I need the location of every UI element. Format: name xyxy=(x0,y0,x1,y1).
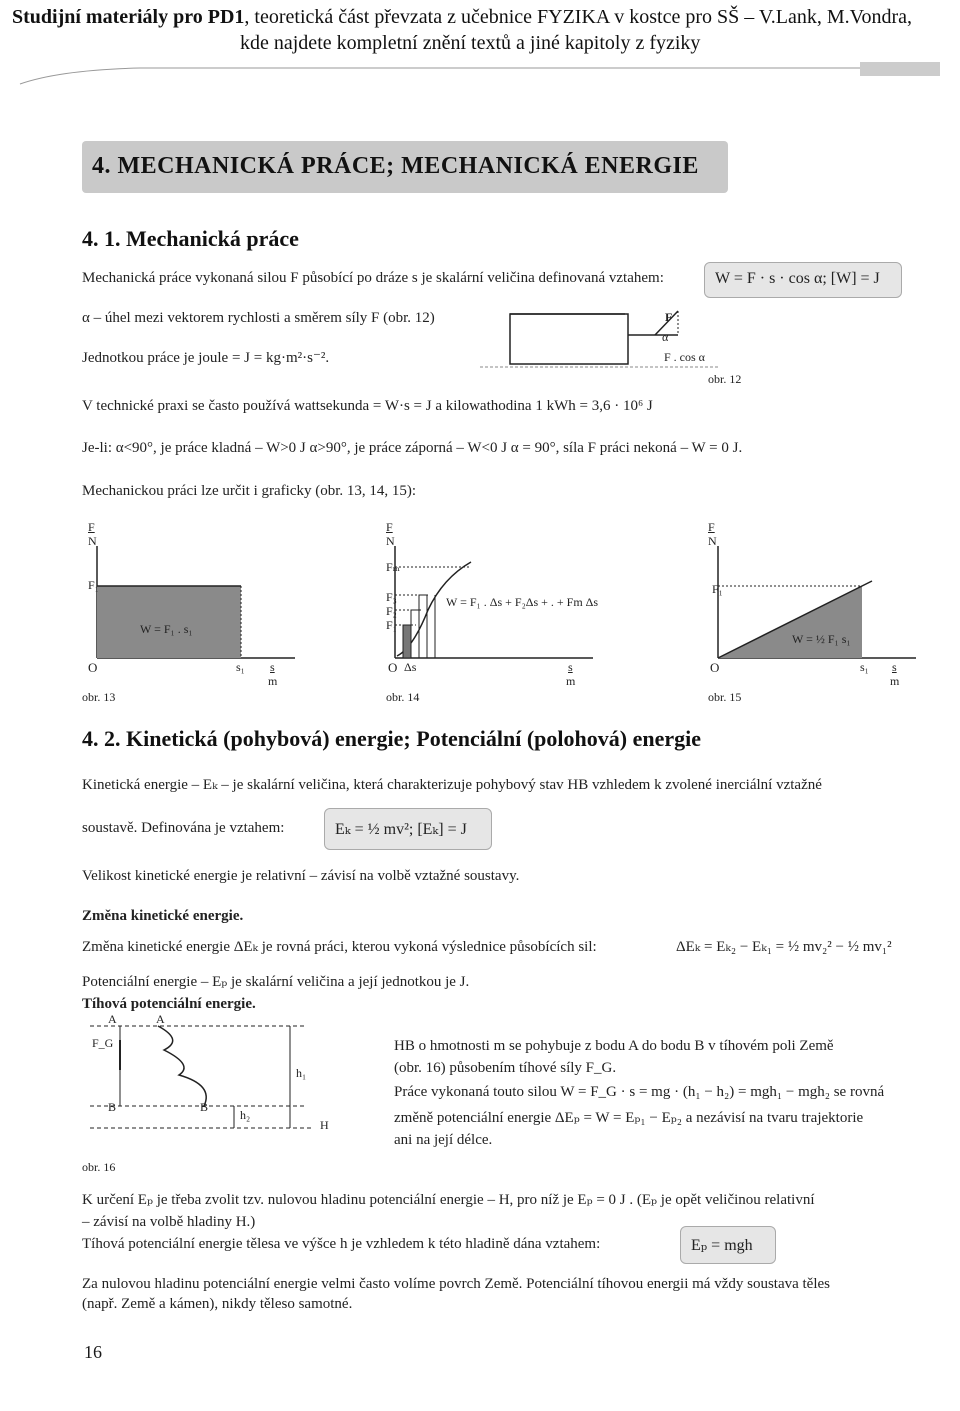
kinetic-definition-2: soustavě. Definována je vztahem: xyxy=(82,820,285,836)
sign-conditions-text: Je-li: α<90°, je práce kladná – W>0 J α>90°, je práce záporná – W<0 J α = 90°, síla F práci nekoná – W = 0 J. xyxy=(82,440,743,456)
figure-14 xyxy=(383,520,623,700)
zero-level-text-2: – závisí na volbě hladiny H.) xyxy=(82,1214,256,1230)
fig16-h1: h₁ xyxy=(296,1066,307,1080)
fig14-xunit-bottom: m xyxy=(566,674,576,688)
fig15-xtick: s₁ xyxy=(860,660,869,674)
figure-16 xyxy=(84,1010,354,1160)
header-rest: , teoretická část převzata z učebnice FYZIKA v kostce pro SŠ – V.Lank, M.Vondra, xyxy=(244,6,913,28)
figure-13 xyxy=(85,520,325,700)
fig16-fg: F_G xyxy=(92,1036,114,1050)
fig16-a1: A xyxy=(108,1012,117,1026)
fig14-origin: O xyxy=(388,660,398,675)
fig13-yunit-bottom: N xyxy=(88,534,97,548)
fig12-alpha-label: α xyxy=(662,330,669,344)
change-text: Změna kinetické energie ΔEₖ je rovná práci, kterou vykoná výslednice působících sil: xyxy=(82,939,597,955)
section2-title: 4. 2. Kinetická (pohybová) energie; Potenciální (polohová) energie xyxy=(82,726,701,751)
fig15-ytick: F₁ xyxy=(712,582,723,596)
fig13-xunit-bottom: m xyxy=(268,674,278,688)
figure-15 xyxy=(706,520,946,700)
zero-level-text-1: K určení Eₚ je třeba zvolit tzv. nulovou hladinu potenciální energie – H, pro níž je Eₚ = 0 J . (Eₚ je opět veličinou relativní xyxy=(82,1192,815,1208)
fig13-xunit-top: s xyxy=(270,660,275,674)
hb-text-2: (obr. 16) působením tíhové síly F_G. xyxy=(394,1060,617,1076)
page-number: 16 xyxy=(84,1342,102,1362)
gravity-formula-text: Tíhová potenciální energie tělesa ve výšce h je vzhledem k této hladině dána vztahem: xyxy=(82,1236,601,1252)
change-title: Změna kinetické energie. xyxy=(82,908,244,924)
graphical-work-text: Mechanickou práci lze určit i graficky (obr. 13, 14, 15): xyxy=(82,483,417,499)
header-bold: Studijní materiály pro PD1 xyxy=(12,6,245,28)
fig14-tick-fm: Fₘ xyxy=(386,560,401,574)
fig16-a2: A xyxy=(156,1012,165,1026)
chapter-title-banner xyxy=(82,141,728,193)
fig12-force-label: F xyxy=(665,310,673,324)
fig14-tick-f3: F₃ xyxy=(386,590,397,604)
kinetic-definition-1: Kinetická energie – Eₖ – je skalární veličina, která charakterizuje pohybový stav HB vzhledem k zvolené inerciální vztažné xyxy=(82,777,822,793)
final-text-1: Za nulovou hladinu potenciální energie velmi často volíme povrch Země. Potenciální tíhovou energii má vždy soustava těles xyxy=(82,1276,831,1292)
hb-text-3: Práce vykonaná touto silou W = F_G · s = mg · (h₁ − h₂) = mgh₁ − mgh₂ se rovná xyxy=(394,1084,885,1100)
fig13-ytick: F₁ xyxy=(88,578,99,592)
fig14-formula: W = F₁ . Δs + F₂Δs + . + Fm Δs xyxy=(446,595,599,609)
fig13-caption: obr. 13 xyxy=(82,690,116,704)
kinetic-relative: Velikost kinetické energie je relativní – závisí na volbě vztažné soustavy. xyxy=(82,868,520,884)
fig16-caption: obr. 16 xyxy=(82,1160,116,1174)
fig14-yunit-bottom: N xyxy=(386,534,395,548)
work-formula: W = F · s · cos α; [W] = J xyxy=(715,270,880,287)
fig14-xtick: Δs xyxy=(404,660,417,674)
fig15-yunit-top: F xyxy=(708,520,715,534)
kinetic-formula: Eₖ = ½ mv²; [Eₖ] = J xyxy=(335,821,467,838)
chapter-title: 4. MECHANICKÁ PRÁCE; MECHANICKÁ ENERGIE xyxy=(92,153,699,179)
work-definition: Mechanická práce vykonaná silou F působící po dráze s je skalární veličina definovaná vztahem: xyxy=(82,270,664,286)
final-text-2: (např. Země a kámen), nikdy těleso samotné. xyxy=(82,1296,353,1312)
fig16-h: H xyxy=(320,1118,329,1132)
gravity-title: Tíhová potenciální energie. xyxy=(82,996,256,1012)
potential-definition: Potenciální energie – Eₚ je skalární veličina a její jednotkou je J. xyxy=(82,974,470,990)
hb-text-5: ani na její délce. xyxy=(394,1132,493,1148)
hb-text-4: změně potenciální energie ΔEₚ = W = Eₚ₁ − Eₚ₂ a nezávisí na tvaru trajektorie xyxy=(394,1110,864,1126)
alpha-definition: α – úhel mezi vektorem rychlosti a směrem síly F (obr. 12) xyxy=(82,310,435,326)
fig13-origin: O xyxy=(88,660,98,675)
fig14-xunit-top: s xyxy=(568,660,573,674)
page-header-line1 xyxy=(12,6,912,29)
fig15-area-label: W = ½ F₁ s₁ xyxy=(792,632,851,646)
fig15-caption: obr. 15 xyxy=(708,690,742,704)
fig15-xunit-top: s xyxy=(892,660,897,674)
gravity-formula-box xyxy=(680,1226,776,1264)
change-formula: ΔEₖ = Eₖ₂ − Eₖ₁ = ½ mv₂² − ½ mv₁² xyxy=(676,939,892,955)
fig15-yunit-bottom: N xyxy=(708,534,717,548)
fig13-yunit-top: F xyxy=(88,520,95,534)
wattsecond-text: V technické praxi se často používá wattsekunda = W·s = J a kilowathodina 1 kWh = 3,6 · 10⁶ J xyxy=(82,398,653,414)
fig12-caption: obr. 12 xyxy=(708,372,742,386)
gravity-formula: Eₚ = mgh xyxy=(691,1237,753,1254)
fig14-yunit-top: F xyxy=(386,520,393,534)
hb-text-1: HB o hmotnosti m se pohybuje z bodu A do bodu B v tíhovém poli Země xyxy=(394,1038,834,1054)
fig12-fcos-label: F . cos α xyxy=(664,350,705,364)
section1-title: 4. 1. Mechanická práce xyxy=(82,226,299,251)
fig13-area-label: W = F₁ . s₁ xyxy=(140,622,193,636)
fig14-tick-f2: F₂ xyxy=(386,604,397,618)
fig14-tick-f1: F₁ xyxy=(386,618,397,632)
fig14-caption: obr. 14 xyxy=(386,690,420,704)
unit-definition: Jednotkou práce je joule = J = kg·m²·s⁻². xyxy=(82,350,330,366)
kinetic-formula-box xyxy=(324,808,492,850)
fig16-h2: h₂ xyxy=(240,1108,251,1122)
fig16-b2: B xyxy=(200,1100,209,1114)
fig15-xunit-bottom: m xyxy=(890,674,900,688)
fig13-xtick: s₁ xyxy=(236,660,245,674)
work-formula-box xyxy=(704,262,902,298)
scan-divider xyxy=(0,60,960,90)
page-header-line2: kde najdete kompletní znění textů a jiné kapitoly z fyziky xyxy=(240,32,701,54)
fig16-b1: B xyxy=(108,1100,117,1114)
fig15-origin: O xyxy=(710,660,720,675)
